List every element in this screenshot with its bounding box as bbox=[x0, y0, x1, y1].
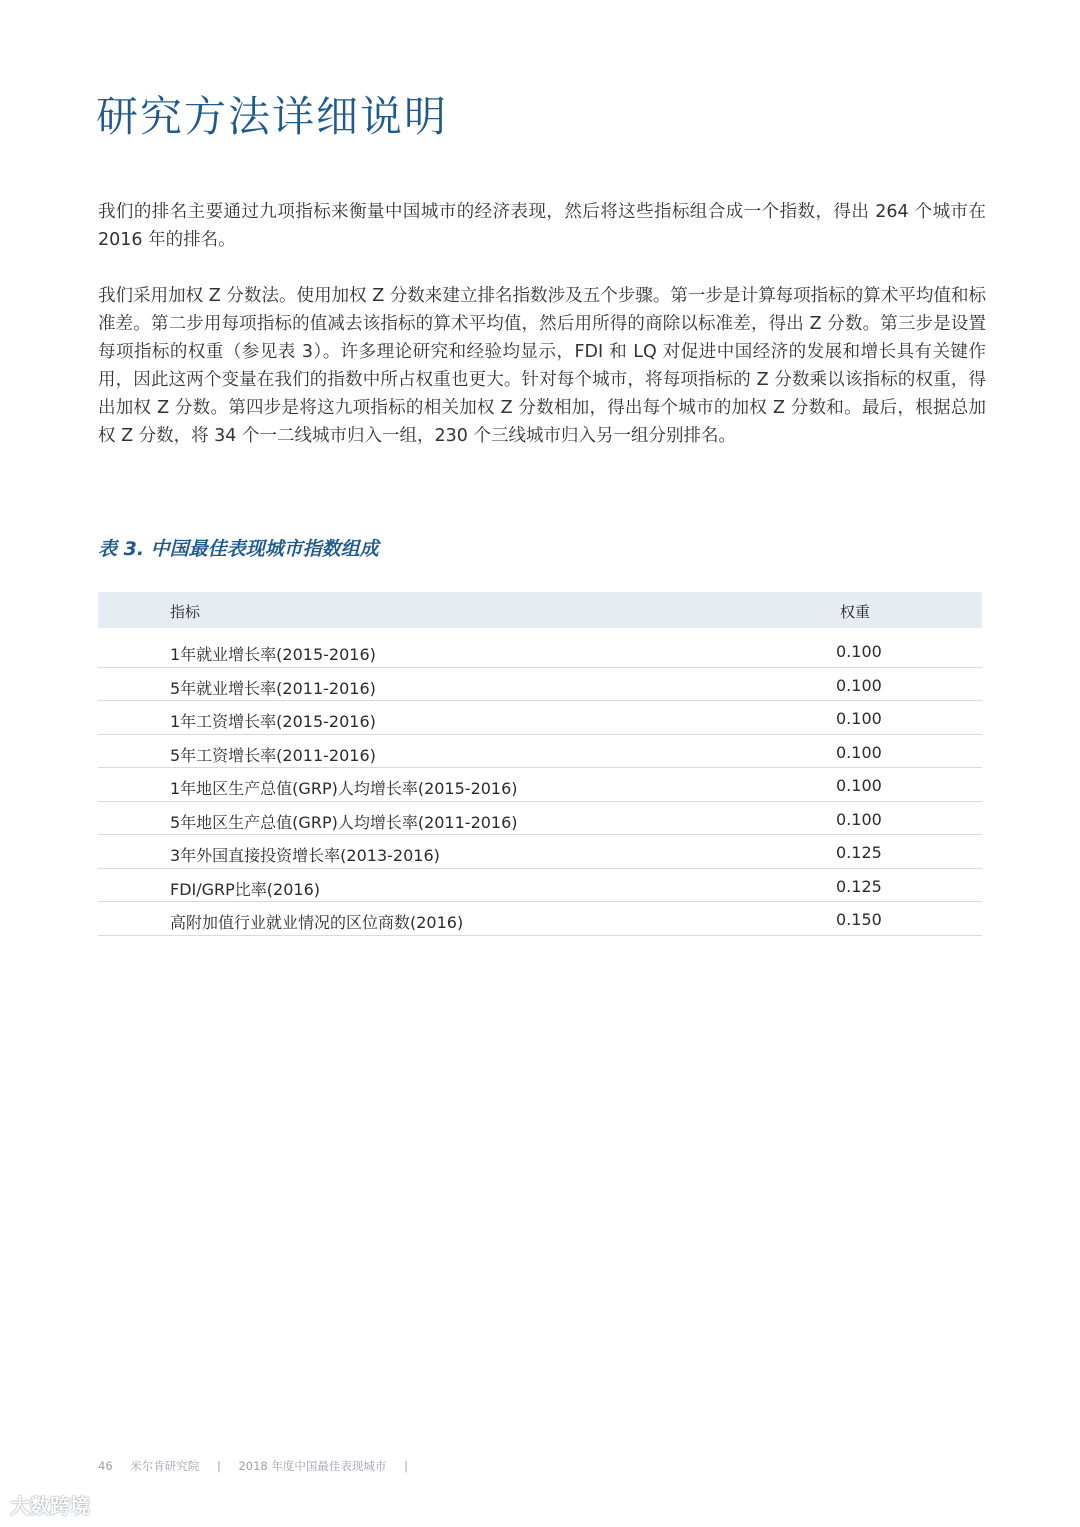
header-indicator: 指标 bbox=[170, 603, 201, 621]
indicator-cell: 5年工资增长率(2011-2016) bbox=[170, 745, 376, 765]
watermark-text: 大数跨境 bbox=[10, 1494, 90, 1518]
weight-cell: 0.100 bbox=[836, 709, 882, 728]
indicator-cell: 5年就业增长率(2011-2016) bbox=[170, 678, 376, 698]
header-weight: 权重 bbox=[840, 603, 871, 621]
table-row bbox=[98, 701, 982, 735]
weight-cell: 0.100 bbox=[836, 675, 882, 695]
weight-cell: 0.100 bbox=[836, 642, 882, 661]
indicator-cell: 1年就业增长率(2015-2016) bbox=[170, 645, 376, 664]
table-row bbox=[98, 802, 982, 836]
report-title: 2018 年度中国最佳表现城市 bbox=[238, 1459, 387, 1473]
indicator-cell: 1年地区生产总值(GRP)人均增长率(2015-2016) bbox=[170, 779, 518, 798]
table-body bbox=[98, 634, 982, 936]
table-row bbox=[98, 869, 982, 903]
table-caption: 表 3. 中国最佳表现城市指数组成 bbox=[98, 538, 379, 560]
indicator-cell: FDI/GRP比率(2016) bbox=[170, 879, 321, 899]
footer-separator: | bbox=[404, 1459, 408, 1473]
watermark bbox=[10, 1490, 90, 1519]
weight-cell: 0.150 bbox=[836, 910, 882, 929]
table-header bbox=[98, 592, 982, 628]
weight-cell: 0.100 bbox=[836, 742, 882, 762]
table-row bbox=[98, 835, 982, 869]
page-footer bbox=[98, 1458, 422, 1474]
table-row bbox=[98, 902, 982, 936]
weight-cell: 0.125 bbox=[836, 843, 882, 862]
page-title: 研究方法详细说明 bbox=[96, 92, 449, 141]
table-row bbox=[98, 768, 982, 802]
indicator-cell: 3年外国直接投资增长率(2013-2016) bbox=[170, 846, 440, 865]
footer-separator: | bbox=[216, 1459, 221, 1473]
intro-paragraph: 我们的排名主要通过九项指标来衡量中国城市的经济表现，然后将这些指标组合成一个指数，得出 264 个城市在 2016 年的排名。 bbox=[98, 202, 986, 250]
table-row bbox=[98, 668, 982, 702]
weight-cell: 0.100 bbox=[836, 776, 882, 795]
index-composition-table bbox=[98, 592, 982, 936]
indicator-cell: 1年工资增长率(2015-2016) bbox=[170, 712, 376, 731]
method-paragraph: 我们采用加权 Z 分数法。使用加权 Z 分数来建立排名指数涉及五个步骤。第一步是计算每项指标的算术平均值和标准差。第二步用每项指标的值减去该指标的算术平均值，然后用所得的商除以标准差，得出 Z 分数。第三步是设置每项指标的权重（参见表 3）。许多理论研究和经验均显示，FDI 和 LQ 对促进中国经济的发展和增长具有关键作用，因此这两个变量在我们的指数中所占权重也更大。针对每个城市，将每项指标的 Z 分数乘以该指标的权重，得出加权 Z 分数。第四步是将这九项指标的相关加权 Z 分数相加，得出每个城市的加权 Z 分数和。最后，根据总加权 Z 分数，将 34 个一二线城市归入一组，230 个三线城市归入另一组分别排名。 bbox=[98, 286, 986, 446]
table-row bbox=[98, 634, 982, 668]
publisher-name: 米尔肯研究院 bbox=[130, 1459, 200, 1473]
indicator-cell: 5年地区生产总值(GRP)人均增长率(2011-2016) bbox=[170, 812, 518, 832]
page-number: 46 bbox=[98, 1459, 113, 1473]
table-row bbox=[98, 735, 982, 769]
weight-cell: 0.125 bbox=[836, 876, 882, 896]
indicator-cell: 高附加值行业就业情况的区位商数(2016) bbox=[170, 913, 464, 932]
weight-cell: 0.100 bbox=[836, 809, 882, 829]
